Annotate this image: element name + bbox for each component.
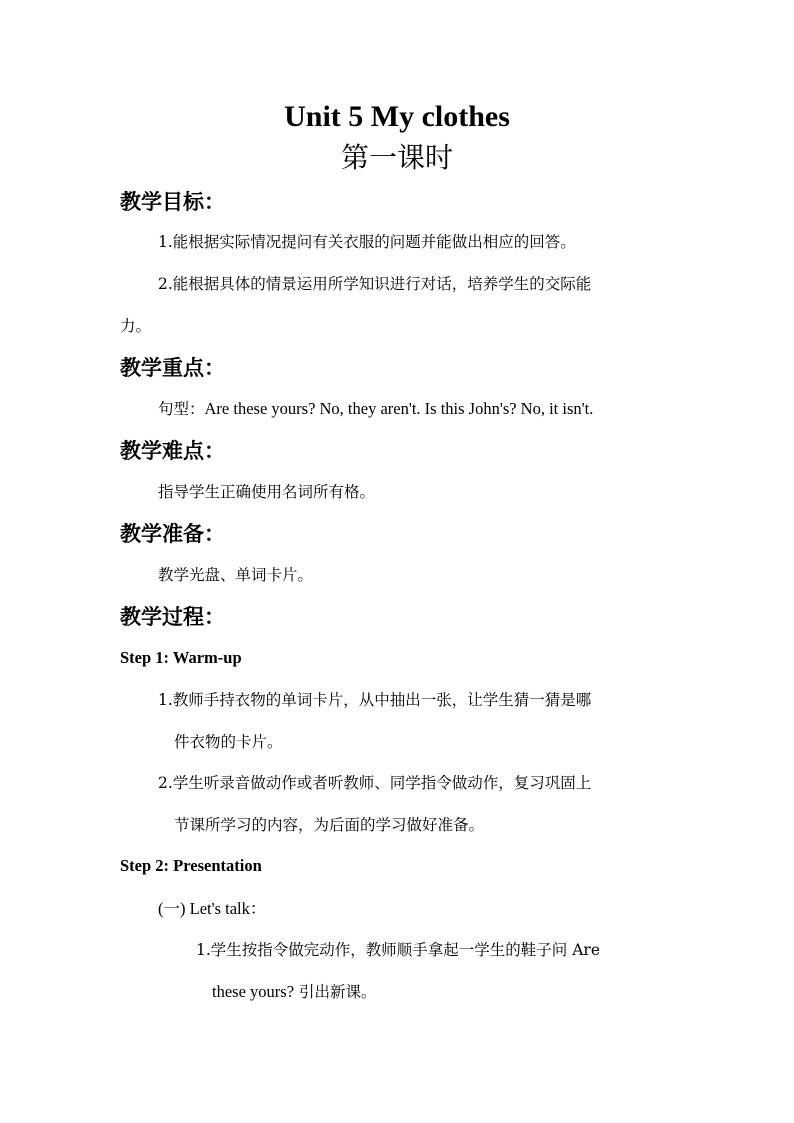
objective-2-continued: 力。 <box>120 317 152 335</box>
key-points-heading: 教学重点： <box>120 355 225 380</box>
step-2-item-1-chinese: 引出新课。 <box>294 983 377 1001</box>
step-1-item-1-continued: 件衣物的卡片。 <box>174 733 283 751</box>
preparation-text: 教学光盘、单词卡片。 <box>158 566 314 584</box>
step-2-item-1: 1.学生按指令做完动作，教师顺手拿起一学生的鞋子问 Are <box>196 941 600 959</box>
key-points-line <box>158 397 593 421</box>
step-2-sub-label: (一) Let's talk： <box>158 899 267 918</box>
key-points-sentence: Are these yours? No, they aren't. Is this John's? No, it isn't. <box>204 399 594 418</box>
step-2-item-1-english: these yours? <box>212 982 295 1001</box>
objective-1: 1.能根据实际情况提问有关衣服的问题并能做出相应的回答。 <box>158 233 576 251</box>
page-subtitle: 第一课时 <box>340 141 453 174</box>
step-1-item-2-continued: 节课所学习的内容，为后面的学习做好准备。 <box>174 816 485 834</box>
step-1-item-1: 1.教师手持衣物的单词卡片，从中抽出一张，让学生猜一猜是哪 <box>158 691 592 709</box>
difficulties-heading: 教学难点： <box>120 438 225 463</box>
key-points-prefix: 句型： <box>158 400 205 418</box>
objectives-heading: 教学目标： <box>120 189 225 214</box>
process-heading: 教学过程： <box>120 604 225 629</box>
preparation-heading: 教学准备： <box>120 521 225 546</box>
objective-2: 2.能根据具体的情景运用所学知识进行对话，培养学生的交际能 <box>158 275 592 293</box>
step-1-item-2: 2.学生听录音做动作或者听教师、同学指令做动作，复习巩固上 <box>158 774 592 792</box>
page-title: Unit 5 My clothes <box>284 100 510 133</box>
step-1-title: Step 1: Warm-up <box>120 648 242 667</box>
step-2-item-1-continued <box>212 980 376 1004</box>
step-2-title: Step 2: Presentation <box>120 856 262 875</box>
difficulties-text: 指导学生正确使用名词所有格。 <box>158 483 376 501</box>
